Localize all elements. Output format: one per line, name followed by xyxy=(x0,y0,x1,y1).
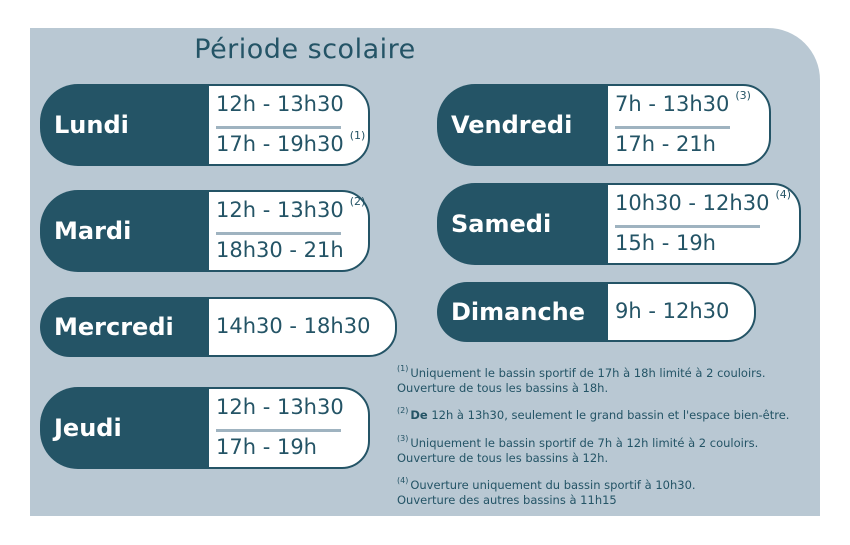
hours-box-vendredi xyxy=(606,84,771,166)
day-label-mercredi: Mercredi xyxy=(40,297,210,357)
day-label-samedi: Samedi xyxy=(437,183,610,265)
time-slot: 12h - 13h30 $^{(2)}$ xyxy=(216,195,366,222)
hours-box-dimanche xyxy=(606,282,756,342)
slot-separator xyxy=(216,429,341,432)
slot-separator xyxy=(615,225,760,228)
time-slot: 15h - 19h xyxy=(615,231,716,255)
time-slot: 17h - 19h30 $^{(1)}$ xyxy=(216,129,366,156)
day-label-vendredi: Vendredi xyxy=(437,84,610,166)
footnote-ref: (4) xyxy=(775,188,792,201)
footnote-2: $^{(2)}$ De 12h à 13h30, seulement le grand bassin et l'espace bien-être. xyxy=(397,406,790,422)
slot-separator xyxy=(216,126,341,129)
time-slot: 10h30 - 12h30 $^{(4)}$ xyxy=(615,188,792,215)
day-label-mardi: Mardi xyxy=(40,190,210,272)
footnote-3: $^{(3)}$ Uniquement le bassin sportif de 7h à 12h limité à 2 couloirs. Ouverture de tous les bassins à 12h. xyxy=(397,434,759,465)
footnote-ref: (1) xyxy=(349,129,366,142)
hours-box-lundi xyxy=(207,84,370,166)
hours-box-samedi xyxy=(606,183,801,265)
hours-box-mercredi xyxy=(207,297,397,357)
slot-separator xyxy=(216,232,341,235)
hours-box-mardi xyxy=(207,190,370,272)
footnote-ref: (3) xyxy=(735,89,751,102)
hours-box-jeudi xyxy=(207,387,370,469)
time-slot: 12h - 13h30 xyxy=(216,92,344,116)
slot-separator xyxy=(615,126,730,129)
footnote-4: $^{(4)}$ Ouverture uniquement du bassin sportif à 10h30. Ouverture des autres bassins à 11h15 xyxy=(397,476,696,507)
time-slot: 9h - 12h30 xyxy=(615,299,730,323)
time-slot: 7h - 13h30 $^{(3)}$ xyxy=(615,89,751,116)
day-label-lundi: Lundi xyxy=(40,84,210,166)
time-slot: 14h30 - 18h30 xyxy=(216,314,371,338)
footnote-ref: (2) xyxy=(349,195,366,208)
day-label-dimanche: Dimanche xyxy=(437,282,610,342)
page-title: Période scolaire xyxy=(194,34,416,65)
day-label-jeudi: Jeudi xyxy=(40,387,210,469)
time-slot: 12h - 13h30 xyxy=(216,395,344,419)
footnote-1: $^{(1)}$ Uniquement le bassin sportif de 17h à 18h limité à 2 couloirs. Ouverture de tous les bassins à 18h. xyxy=(397,364,766,395)
time-slot: 17h - 21h xyxy=(615,132,716,156)
time-slot: 17h - 19h xyxy=(216,435,317,459)
time-slot: 18h30 - 21h xyxy=(216,238,344,262)
